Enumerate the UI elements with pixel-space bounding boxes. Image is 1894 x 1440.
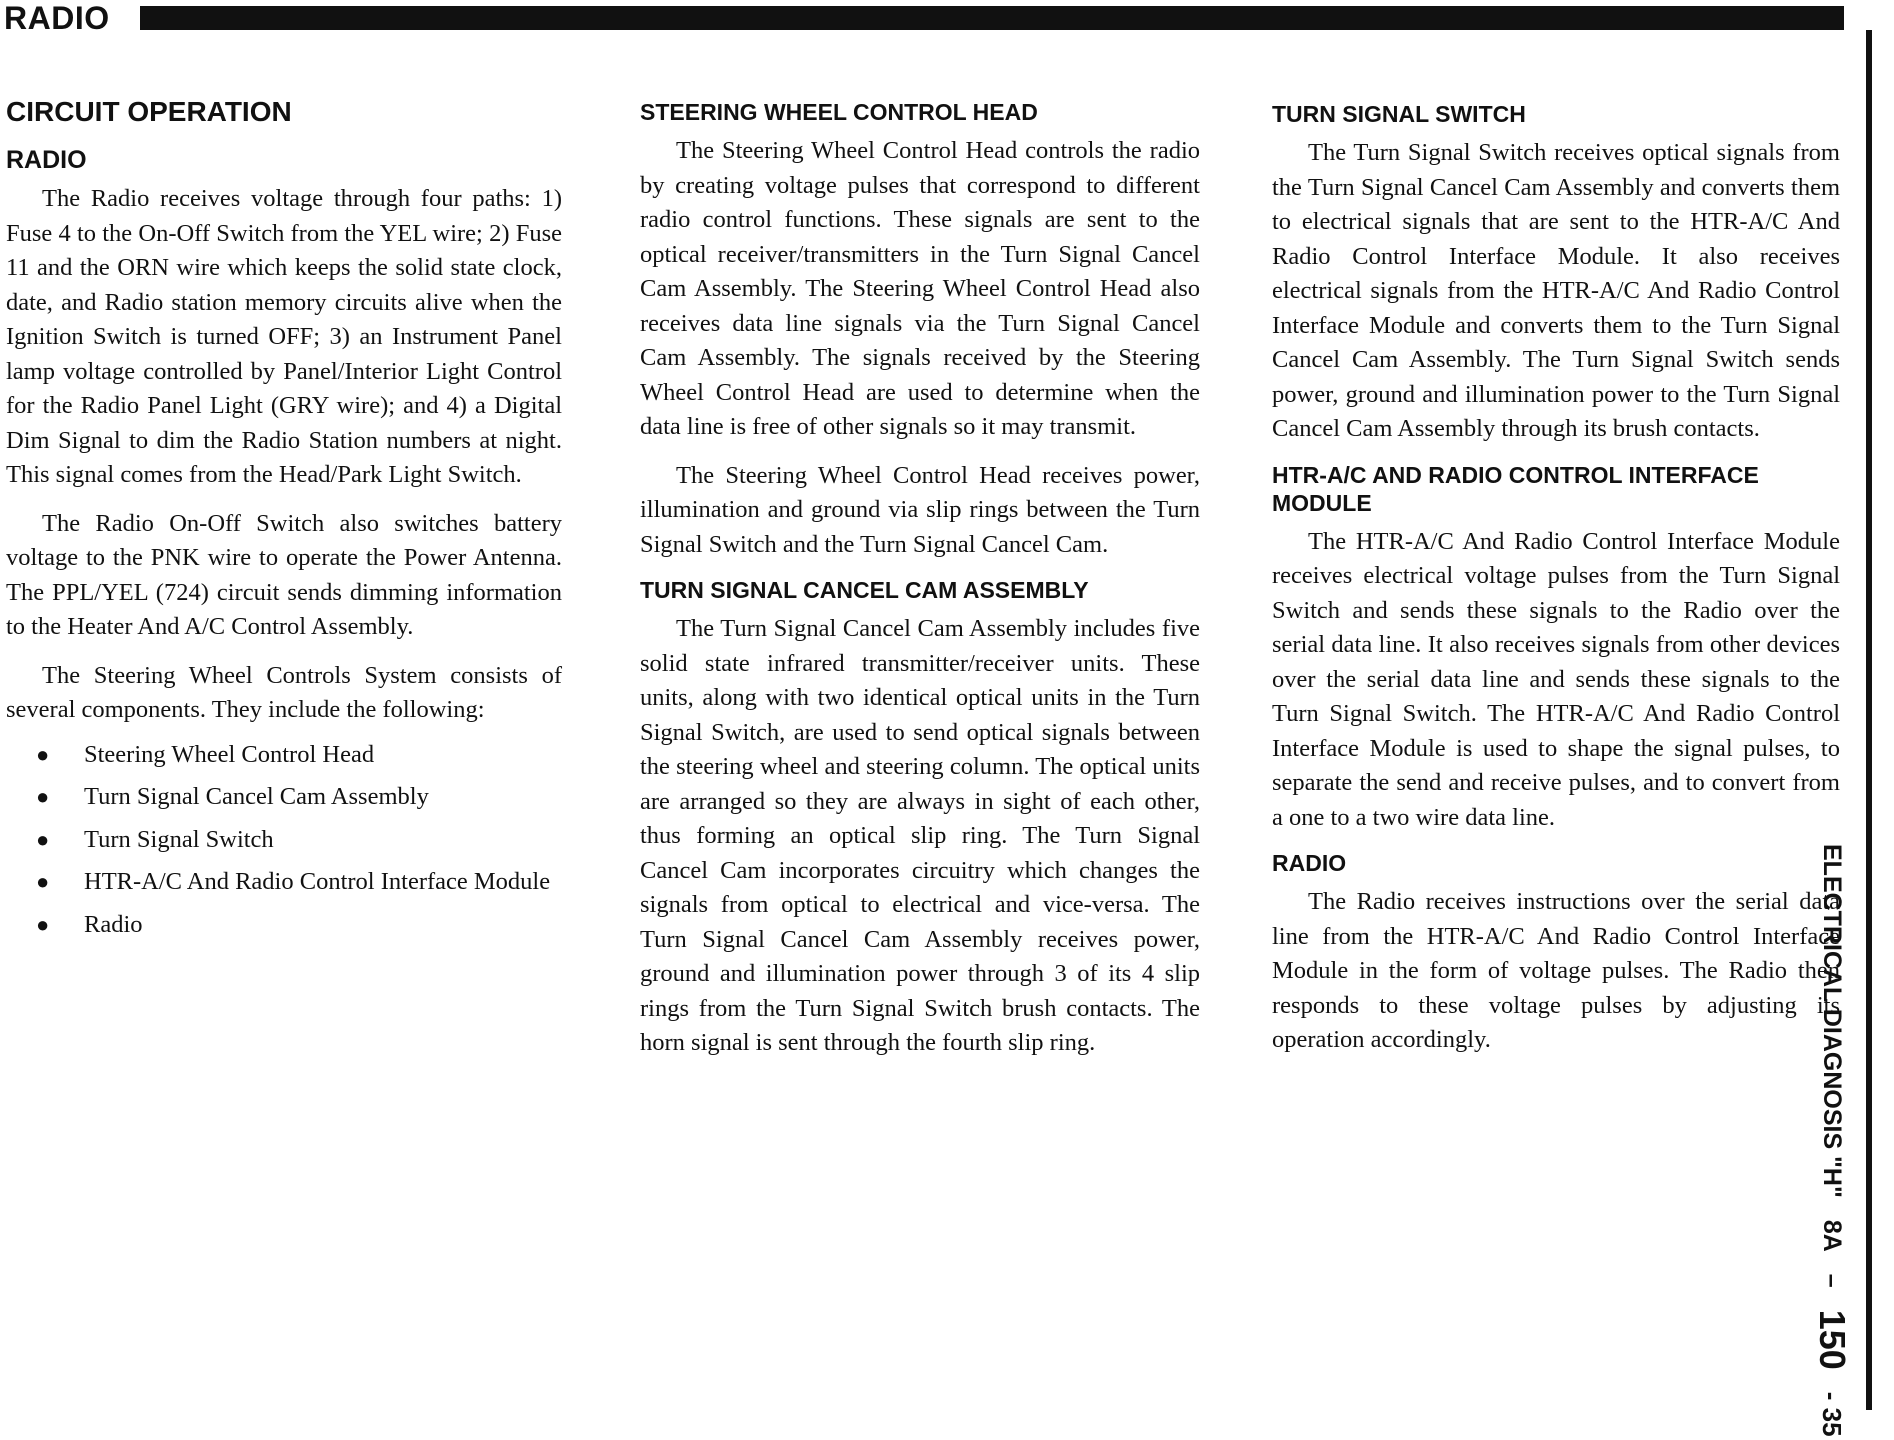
list-item-text: Radio: [84, 910, 143, 938]
list-item-text: HTR-A/C And Radio Control Interface Module: [84, 868, 551, 895]
paragraph: The Radio On-Off Switch also switches battery voltage to the PNK wire to operate the Power Antenna. The PPL/YEL (724) circuit sends dimming information to the Heater And A/C Control Assembly.: [6, 509, 562, 640]
paragraph: The Steering Wheel Control Head controls the radio by creating voltage pulses that correspond to different radio control functions. These signals are sent to the optical receiver/transmitters in the Turn Signal Cancel Cam Assembly. The Steering Wheel Control Head also receives data line signals via the Turn Signal Cancel Cam Assembly. The signals received by the Steering Wheel Control Head are used to determine when the data line is free of other signals so it may transmit.: [640, 137, 1200, 440]
turn-signal-switch-heading: TURN SIGNAL SWITCH: [1272, 101, 1526, 127]
bullet-icon: ●: [36, 784, 50, 809]
list-item: [6, 865, 562, 900]
list-item: [6, 738, 562, 773]
right-margin-rule: [1866, 30, 1872, 1410]
page-number: 150: [1812, 1309, 1853, 1370]
page-section-title: RADIO: [4, 0, 110, 36]
column-3: [1272, 100, 1840, 1072]
page-subnumber: - 35: [1817, 1391, 1848, 1437]
paragraph: The Radio receives voltage through four paths: 1) Fuse 4 to the On-Off Switch from the YEL wire; 2) Fuse 11 and the ORN wire which keeps the solid state clock, date, and Radio station memory circuits alive when the Ignition Switch is turned OFF; 3) an Instrument Panel lamp voltage controlled by Panel/Interior Light Control for the Radio Panel Light (GRY wire); and 4) a Digital Dim Signal to dim the Radio Station numbers at night. This signal comes from the Head/Park Light Switch.: [6, 185, 562, 488]
list-item: [6, 823, 562, 858]
radio-subheading: RADIO: [6, 146, 87, 174]
circuit-operation-heading: CIRCUIT OPERATION: [6, 96, 292, 127]
list-item-text: Steering Wheel Control Head: [84, 740, 375, 768]
steering-wheel-control-head-heading: STEERING WHEEL CONTROL HEAD: [640, 99, 1038, 125]
column-2: [640, 98, 1200, 1075]
components-list: [6, 738, 562, 943]
column-1: [6, 96, 562, 950]
paragraph: The HTR-A/C And Radio Control Interface Module receives electrical voltage pulses from the Turn Signal Switch and sends these signals to the Radio over the serial data line. It also receives signals from other devices over the serial data line and sends these signals to the Turn Signal Switch. The HTR-A/C And Radio Control Interface Module is used to shape the signal pulses, to separate the send and receive pulses, and to convert from a one to a two wire data line.: [1272, 527, 1840, 831]
paragraph: The Radio receives instructions over the serial data line from the HTR-A/C And Radio Control Interface Module in the form of voltage pulses. The Radio then responds to these voltage pulses by adjusting its operation accordingly.: [1272, 888, 1840, 1053]
bullet-icon: ●: [36, 741, 50, 767]
bullet-icon: ●: [36, 869, 50, 894]
bullet-icon: ●: [36, 826, 50, 852]
side-dash: –: [1818, 1273, 1847, 1288]
paragraph: The Turn Signal Switch receives optical signals from the Turn Signal Cancel Cam Assembly and converts them to electrical signals that are sent to the HTR-A/C And Radio Control Interface Module. It also receives electrical signals from the HTR-A/C And Radio Control Interface Module and converts them to the Turn Signal Cancel Cam Assembly. The Turn Signal Switch sends power, ground and illumination power to the Turn Signal Cancel Cam Assembly through its brush contacts.: [1272, 139, 1840, 442]
interface-module-heading: HTR-A/C AND RADIO CONTROL INTERFACE MODULE: [1272, 461, 1759, 516]
header-rule-bar: [140, 6, 1844, 30]
side-group-label: 8A: [1818, 1219, 1847, 1252]
side-section-label: ELECTRICAL DIAGNOSIS "H": [1818, 844, 1847, 1198]
list-item: [6, 908, 562, 943]
list-item: [6, 780, 562, 815]
paragraph: The Turn Signal Cancel Cam Assembly includes five solid state infrared transmitter/receiver units. These units, along with two identical optical units in the Turn Signal Switch, are used to send optical signals between the steering wheel and steering column. The optical units are arranged so they are always in sight of each other, thus forming an optical slip ring. The Turn Signal Cancel Cam incorporates circuitry which changes the signals from optical to electrical and vice-versa. The Turn Signal Cancel Cam Assembly receives power, ground and illumination power through 3 of its 4 slip rings from the Turn Signal Switch brush contacts. The horn signal is sent through the fourth slip ring.: [640, 615, 1200, 1056]
radio-heading: RADIO: [1272, 850, 1347, 876]
list-item-text: Turn Signal Cancel Cam Assembly: [84, 783, 429, 810]
bullet-icon: ●: [36, 911, 50, 937]
paragraph: The Steering Wheel Control Head receives power, illumination and ground via slip rings between the Turn Signal Switch and the Turn Signal Cancel Cam.: [640, 461, 1200, 558]
turn-signal-cancel-cam-heading: TURN SIGNAL CANCEL CAM ASSEMBLY: [640, 577, 1089, 603]
list-item-text: Turn Signal Switch: [84, 825, 274, 853]
paragraph: The Steering Wheel Controls System consists of several components. They include the following:: [6, 661, 562, 723]
